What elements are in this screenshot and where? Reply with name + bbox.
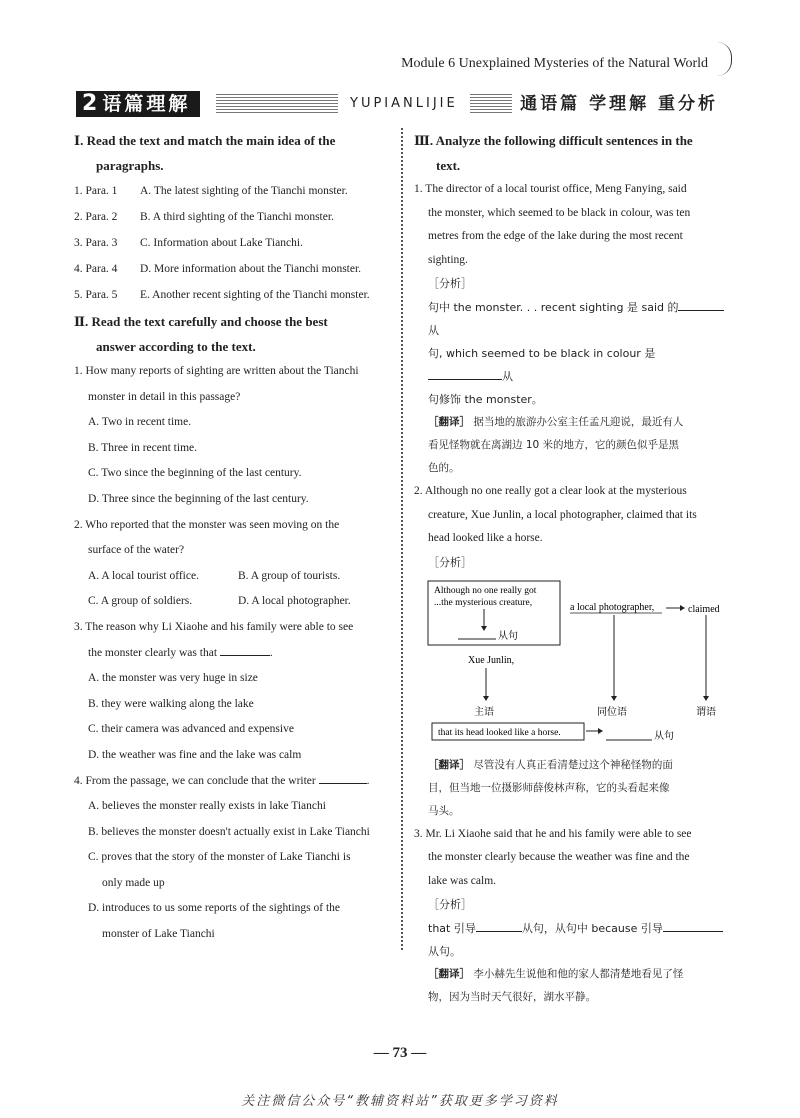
translation [414, 754, 728, 823]
section-banner [76, 91, 726, 117]
period: . [269, 646, 273, 659]
match-row [74, 178, 390, 204]
object-clause-text: that its head looked like a horse. [438, 727, 561, 738]
arrow-head [611, 696, 617, 701]
main-idea-option: A. The latest sighting of the Tianchi monster. [140, 185, 348, 197]
subject-label: 主语 [474, 706, 494, 718]
answer-option: B. A group of tourists. [238, 569, 341, 582]
answer-option: C. proves that the story of the monster of Lake Tianchi is [88, 851, 351, 864]
question-text: monster in detail in this passage? [88, 390, 241, 403]
answer-blank[interactable] [319, 771, 367, 784]
main-idea-option: D. More information about the Tianchi monster. [140, 263, 362, 275]
question-text: 1. How many reports of sighting are written about the Tianchi [74, 365, 359, 377]
para-label: 2. Para. 2 [74, 211, 118, 223]
question-2 [74, 513, 390, 615]
running-head: Module 6 Unexplained Mysteries of the Natural World [401, 56, 708, 71]
translation [414, 963, 728, 1009]
arrow-head [703, 696, 709, 701]
right-column [414, 128, 728, 1009]
section-1-title [74, 128, 390, 178]
translation-text: 目，但当地一位摄影师薛俊林声称，它的头看起来像 [428, 781, 670, 794]
match-list [74, 178, 390, 308]
question-text: surface of the water? [88, 544, 185, 557]
translation-text: 马头。 [428, 804, 460, 817]
sentence-text: the monster, which seemed to be black in colour, was ten [428, 206, 691, 219]
analysis-text: 句修饰 the monster。 [428, 393, 543, 406]
sentence-text: metres from the edge of the lake during the most recent [428, 230, 683, 242]
translation [414, 411, 728, 480]
answer-option: A. the monster was very huge in size [88, 672, 258, 685]
section-3-title-line1: Ⅲ. Analyze the following difficult sentences in the [414, 133, 693, 148]
answer-option: A. Two in recent time. [88, 416, 192, 429]
main-idea-option: B. A third sighting of the Tianchi monster. [140, 211, 334, 223]
para-label: 4. Para. 4 [74, 263, 118, 275]
analysis-text: 从句。 [428, 945, 461, 958]
section-1-title-line2: paragraphs. [96, 158, 164, 173]
footer-note: 关注微信公众号“教辅资料站”获取更多学习资料 [241, 1094, 559, 1109]
section-3-title [414, 128, 728, 178]
analysis-tag: ［分析］ [428, 898, 472, 911]
left-column [74, 128, 390, 948]
para-label: 5. Para. 5 [74, 289, 118, 301]
sentence-text: 1. The director of a local tourist office, Meng Fanying, said [414, 183, 687, 195]
clause-label: 从句 [498, 630, 518, 642]
appositive-label: 同位语 [597, 706, 627, 718]
analysis-line [414, 917, 728, 940]
banner-number: 2 [82, 91, 101, 116]
translation-text: 尽管没有人真正看清楚过这个神秘怪物的面 [473, 758, 673, 771]
analysis-line [414, 296, 728, 342]
option-row [74, 564, 390, 590]
answer-option: B. Three in recent time. [88, 441, 197, 454]
question-text: 2. Who reported that the monster was seen moving on the [74, 518, 340, 531]
answer-option: B. they were walking along the lake [88, 697, 254, 710]
answer-option: C. their camera was advanced and expensive [88, 723, 294, 736]
banner-title-text: 语篇理解 [102, 93, 191, 115]
answer-option: D. A local photographer. [238, 595, 351, 608]
main-idea-option: C. Information about Lake Tianchi. [140, 237, 303, 249]
match-row [74, 204, 390, 230]
corner-arc-decoration [717, 42, 732, 76]
banner-title [76, 91, 200, 117]
para-label: 1. Para. 1 [74, 185, 118, 197]
answer-option: A. believes the monster really exists in lake Tianchi [88, 800, 326, 813]
clause-text: Although no one really got [434, 585, 537, 596]
section-2-title-line2: answer according to the text. [96, 339, 256, 354]
section-2-title-line1: Ⅱ. Read the text carefully and choose the best [74, 314, 328, 329]
analysis-line [414, 342, 728, 388]
clause-label: 从句 [654, 730, 674, 742]
answer-option: C. A group of soldiers. [88, 595, 193, 608]
sentence-text: head looked like a horse. [428, 532, 543, 544]
page-number: — 73 — [373, 1045, 427, 1061]
sentence-text: lake was calm. [428, 874, 497, 887]
analysis-text: 从 [428, 324, 439, 337]
analysis-tag: ［分析］ [428, 277, 472, 290]
arrow-head [680, 605, 685, 611]
match-row [74, 256, 390, 282]
predicate-label: 谓语 [696, 706, 716, 718]
column-divider [401, 128, 403, 950]
match-row [74, 230, 390, 256]
answer-option: D. the weather was fine and the lake was calm [88, 748, 302, 761]
translation-text: 色的。 [428, 462, 460, 474]
sentence-text: 2. Although no one really got a clear look at the mysterious [414, 485, 687, 497]
analysis-text: that 引导 [428, 922, 476, 935]
sentence-structure-diagram [414, 575, 728, 751]
clause-text: ...the mysterious creature, [434, 597, 533, 608]
translation-text: 看见怪物就在离湖边 10 米的地方，它的颜色似乎是黑 [428, 439, 680, 451]
sentence-text: 3. Mr. Li Xiaohe said that he and his family were able to see [414, 827, 692, 840]
predicate-text: claimed [688, 603, 720, 615]
answer-blank[interactable] [220, 643, 270, 656]
answer-option-cont: monster of Lake Tianchi [102, 928, 215, 941]
analysis-tag: ［分析］ [428, 555, 472, 569]
analysis-text: 从句，从句中 because 引导 [521, 922, 663, 935]
option-row [74, 589, 390, 615]
answer-option-cont: only made up [102, 876, 165, 889]
answer-option: D. Three since the beginning of the last century. [88, 492, 309, 505]
sentence-3 [414, 823, 728, 1010]
subject-text: Xue Junlin, [468, 654, 515, 666]
arrow-head [598, 728, 603, 734]
period: . [366, 774, 370, 787]
question-3 [74, 615, 390, 769]
translation-tag: ［翻译］ [428, 758, 470, 771]
analysis-text: 从 [502, 370, 513, 383]
sentence-text: the monster clearly because the weather was fine and the [428, 851, 690, 863]
question-1 [74, 359, 390, 513]
answer-blank[interactable] [678, 298, 724, 311]
translation-text: 物，因为当时天气很好，湖水平静。 [428, 991, 596, 1003]
answer-option: C. Two since the beginning of the last century. [88, 467, 302, 480]
translation-text: 据当地的旅游办公室主任孟凡迎说，最近有人 [473, 416, 684, 428]
main-idea-option: E. Another recent sighting of the Tianchi monster. [140, 289, 370, 301]
sentence-2 [414, 480, 728, 823]
arrow-head [481, 626, 487, 631]
question-4 [74, 769, 390, 948]
question-text [74, 641, 390, 667]
answer-blank[interactable] [663, 919, 723, 932]
translation-tag: ［翻译］ [428, 968, 470, 980]
sentence-text: sighting. [428, 253, 468, 266]
para-label: 3. Para. 3 [74, 237, 118, 249]
section-3-title-line2: text. [436, 158, 461, 173]
translation-text: 李小赫先生说他和他的家人都清楚地看见了怪 [473, 968, 684, 980]
sentence-1 [414, 178, 728, 480]
answer-option: B. believes the monster doesn't actually exist in Lake Tianchi [88, 825, 370, 838]
translation-tag: ［翻译］ [428, 416, 470, 428]
section-2-title [74, 309, 390, 359]
appositive-text: a local photographer, [570, 601, 655, 613]
answer-blank[interactable] [476, 919, 522, 932]
question-text: 3. The reason why Li Xiaohe and his family were able to see [74, 620, 354, 633]
question-text [74, 769, 390, 795]
question-stem: the monster clearly was that [88, 646, 218, 659]
sentence-text: creature, Xue Junlin, a local photographer, claimed that its [428, 508, 697, 521]
match-row [74, 282, 390, 308]
banner-slogan: 通语篇 学理解 重分析 [512, 92, 726, 116]
question-stem: 4. From the passage, we can conclude that the writer [74, 774, 316, 787]
analysis-text: 句, which seemed to be black in colour 是 [428, 347, 656, 360]
arrow-head [483, 696, 489, 701]
answer-blank[interactable] [428, 367, 502, 380]
answer-option: A. A local tourist office. [88, 569, 199, 582]
section-1-title-line1: Ⅰ. Read the text and match the main idea of the [74, 133, 336, 148]
banner-pinyin: YUPIANLIJIE [338, 93, 470, 115]
answer-option: D. introduces to us some reports of the sightings of the [88, 902, 341, 915]
analysis-text: 句中 the monster. . . recent sighting 是 said 的 [428, 301, 679, 314]
